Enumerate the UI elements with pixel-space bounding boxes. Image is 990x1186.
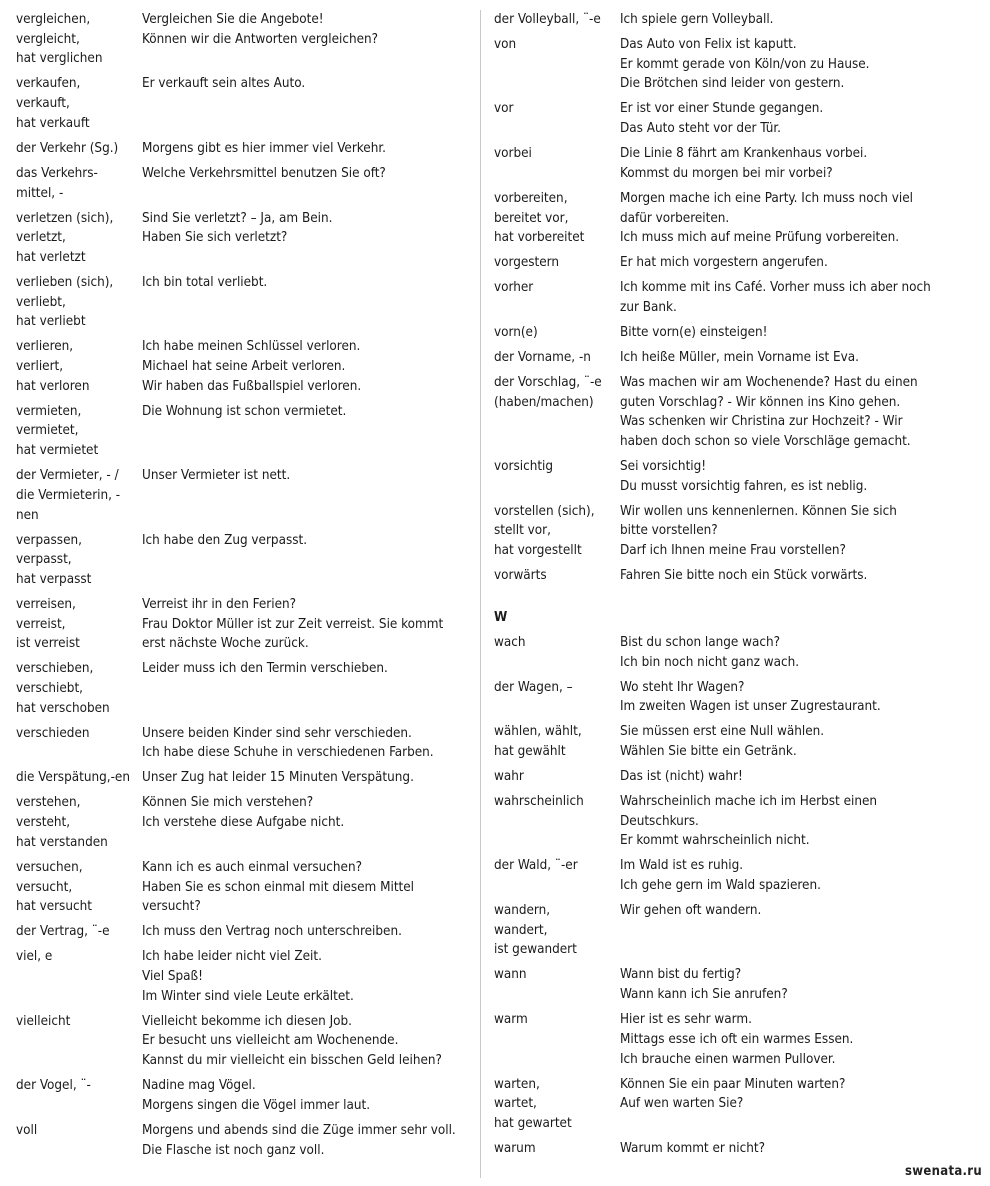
dictionary-entry <box>494 1139 964 1159</box>
entry-examples: Leider muss ich den Termin verschieben. <box>142 661 388 677</box>
entry-examples: Sei vorsichtig! Du musst vorsichtig fahren, es ist neblig. <box>620 459 868 494</box>
entry-examples: Verreist ihr in den Ferien? Frau Doktor Müller ist zur Zeit verreist. Sie kommt erst nächste Woche zurück. <box>142 596 444 652</box>
right-column <box>494 10 964 1164</box>
entry-examples: Im Wald ist es ruhig. Ich gehe gern im Wald spazieren. <box>620 858 821 894</box>
entry-examples: Vielleicht bekomme ich diesen Job. Er besucht uns vielleicht am Wochenende. Kannst du mir vielleicht ein bisschen Geld leihen? <box>142 1013 442 1069</box>
dictionary-entry <box>494 373 964 452</box>
dictionary-entry <box>494 348 964 368</box>
dictionary-entry <box>16 858 472 917</box>
entry-term: vorgestern <box>494 255 560 271</box>
entry-term: wach <box>494 634 526 650</box>
entry-examples: Fahren Sie bitte noch ein Stück vorwärts. <box>620 568 868 584</box>
section-heading: W <box>494 609 508 625</box>
dictionary-entry <box>16 724 472 763</box>
entry-term: vorbereiten, bereitet vor, hat vorbereitet <box>494 190 585 246</box>
entry-term: das Verkehrs- mittel, - <box>16 165 98 201</box>
entry-examples: Können Sie mich verstehen? Ich verstehe diese Aufgabe nicht. <box>142 795 345 831</box>
entry-term: der Vermieter, - / die Vermieterin, -nen <box>16 468 121 523</box>
entry-examples: Das Auto von Felix ist kaputt. Er kommt gerade von Köln/von zu Hause. Die Brötchen sind leider von gestern. <box>620 37 870 92</box>
dictionary-entry <box>494 678 964 717</box>
dictionary-entry <box>16 659 472 718</box>
entry-examples: Wahrscheinlich mache ich im Herbst einen Deutschkurs. Er kommt wahrscheinlich nicht. <box>620 793 878 849</box>
dictionary-entry <box>16 793 472 852</box>
entry-examples: Ich habe den Zug verpasst. <box>142 532 308 548</box>
entry-term: versuchen, versucht, hat versucht <box>16 859 92 915</box>
left-column <box>16 10 472 1166</box>
entry-term: der Vorname, -n <box>494 349 591 365</box>
entry-examples: Er verkauft sein altes Auto. <box>142 76 306 92</box>
entry-examples: Bitte vorn(e) einsteigen! <box>620 324 768 340</box>
dictionary-entry <box>494 633 964 672</box>
entry-term: der Volleyball, ¨-e <box>494 12 601 27</box>
entry-term: der Verkehr (Sg.) <box>16 140 119 156</box>
entry-term: die Verspätung,-en <box>16 770 130 786</box>
dictionary-entry <box>494 1010 964 1069</box>
entry-term: der Vertrag, ¨-e <box>16 924 110 940</box>
entry-examples: Sie müssen erst eine Null wählen. Wählen Sie bitte ein Getränk. <box>620 724 825 759</box>
column-divider <box>480 10 481 1178</box>
entry-term: verletzen (sich), verletzt, hat verletzt <box>16 210 114 265</box>
entry-examples: Ich bin total verliebt. <box>142 274 268 290</box>
watermark: swenata.ru <box>905 1164 982 1180</box>
entry-examples: Hier ist es sehr warm. Mittags esse ich oft ein warmes Essen. Ich brauche einen warmen Pullover. <box>620 1012 854 1067</box>
entry-term: vorwärts <box>494 568 547 584</box>
entry-term: wahr <box>494 768 524 784</box>
dictionary-entry <box>494 253 964 273</box>
entry-examples: Warum kommt er nicht? <box>620 1140 766 1156</box>
dictionary-entry <box>494 323 964 343</box>
dictionary-entry <box>494 856 964 895</box>
dictionary-entry <box>16 1076 472 1115</box>
entry-term: der Wald, ¨-er <box>494 858 578 874</box>
dictionary-entry <box>494 722 964 761</box>
dictionary-entry <box>494 767 964 787</box>
entry-examples: Nadine mag Vögel. Morgens singen die Vögel immer laut. <box>142 1078 371 1113</box>
entry-term: verlieben (sich), verliebt, hat verliebt <box>16 274 114 330</box>
dictionary-entry <box>16 209 472 268</box>
dictionary-entry <box>494 502 964 561</box>
entry-examples: Unsere beiden Kinder sind sehr verschieden. Ich habe diese Schuhe in verschiedenen Farben. <box>142 725 434 761</box>
entry-examples: Was machen wir am Wochenende? Hast du einen guten Vorschlag? - Wir können ins Kino gehen. Was schenken wir Christina zur Hochzeit? - Wir haben doch schon so viele Vorschläge gemacht. <box>620 374 918 450</box>
entry-examples: Unser Zug hat leider 15 Minuten Verspätung. <box>142 770 414 786</box>
entry-term: vorher <box>494 280 534 296</box>
dictionary-entry <box>16 947 472 1006</box>
entry-examples: Welche Verkehrsmittel benutzen Sie oft? <box>142 165 386 181</box>
dictionary-entry <box>494 99 964 138</box>
dictionary-entry <box>494 278 964 317</box>
dictionary-entry <box>16 74 472 133</box>
entry-term: verstehen, versteht, hat verstanden <box>16 795 108 850</box>
dictionary-entry <box>16 922 472 942</box>
dictionary-entry <box>494 144 964 183</box>
entry-examples: Die Wohnung ist schon vermietet. <box>142 403 347 419</box>
dictionary-entry <box>16 1121 472 1160</box>
entry-term: verpassen, verpasst, hat verpasst <box>16 532 92 587</box>
section-v-entries <box>494 10 964 586</box>
entry-term: vielleicht <box>16 1013 71 1029</box>
entry-examples: Wann bist du fertig? Wann kann ich Sie anrufen? <box>620 967 788 1003</box>
entry-term: vorbei <box>494 146 532 162</box>
entry-examples: Unser Vermieter ist nett. <box>142 468 291 484</box>
section-w-entries <box>494 633 964 1159</box>
entry-term: von <box>494 37 517 52</box>
entry-term: viel, e <box>16 949 53 965</box>
entry-examples: Ich heiße Müller, mein Vorname ist Eva. <box>620 349 859 365</box>
entry-examples: Ich muss den Vertrag noch unterschreiben. <box>142 924 402 940</box>
entry-examples: Morgen mache ich eine Party. Ich muss noch viel dafür vorbereiten. Ich muss mich auf meine Prüfung vorbereiten. <box>620 190 913 246</box>
entry-term: vermieten, vermietet, hat vermietet <box>16 403 99 459</box>
entry-term: warum <box>494 1140 536 1156</box>
dictionary-entry <box>16 402 472 461</box>
dictionary-entry <box>494 792 964 851</box>
entry-examples: Wo steht Ihr Wagen? Im zweiten Wagen ist unser Zugrestaurant. <box>620 679 881 715</box>
entry-examples: Können Sie ein paar Minuten warten? Auf wen warten Sie? <box>620 1076 846 1112</box>
entry-term: der Wagen, – <box>494 679 573 695</box>
entry-examples: Bist du schon lange wach? Ich bin noch nicht ganz wach. <box>620 634 800 670</box>
entry-term: vorn(e) <box>494 324 538 340</box>
dictionary-entry <box>16 164 472 203</box>
entry-examples: Wir wollen uns kennenlernen. Können Sie sich bitte vorstellen? Darf ich Ihnen meine Frau vorstellen? <box>620 503 897 559</box>
entry-term: verschieben, verschiebt, hat verschoben <box>16 661 110 716</box>
dictionary-entry <box>494 10 964 30</box>
dictionary-entry <box>16 10 472 69</box>
dictionary-entry <box>16 337 472 396</box>
entry-term: warten, wartet, hat gewartet <box>494 1076 572 1131</box>
entry-examples: Ich habe leider nicht viel Zeit. Viel Spaß! Im Winter sind viele Leute erkältet. <box>142 949 354 1004</box>
entry-term: der Vorschlag, ¨-e (haben/machen) <box>494 374 602 410</box>
entry-examples: Das ist (nicht) wahr! <box>620 768 743 784</box>
dictionary-entry <box>16 273 472 332</box>
entry-examples: Er ist vor einer Stunde gegangen. Das Auto steht vor der Tür. <box>620 101 824 137</box>
entry-term: verlieren, verliert, hat verloren <box>16 339 90 394</box>
entry-examples: Morgens und abends sind die Züge immer sehr voll. Die Flasche ist noch ganz voll. <box>142 1122 456 1158</box>
entry-examples: Sind Sie verletzt? – Ja, am Bein. Haben Sie sich verletzt? <box>142 210 333 246</box>
entry-examples: Ich spiele gern Volleyball. <box>620 12 774 27</box>
entry-term: verschieden <box>16 725 90 741</box>
dictionary-entry <box>494 566 964 586</box>
entry-term: vergleichen, vergleicht, hat verglichen <box>16 12 103 67</box>
dictionary-entry <box>494 189 964 248</box>
dictionary-entry <box>16 595 472 654</box>
dictionary-entry <box>494 965 964 1004</box>
entry-examples: Ich komme mit ins Café. Vorher muss ich aber noch zur Bank. <box>620 280 931 315</box>
dictionary-entry <box>16 768 472 788</box>
dictionary-entry <box>16 1012 472 1071</box>
entry-term: voll <box>16 1122 38 1138</box>
entry-term: wahrscheinlich <box>494 793 584 809</box>
entry-term: der Vogel, ¨- <box>16 1078 91 1094</box>
entry-examples: Morgens gibt es hier immer viel Verkehr. <box>142 140 386 156</box>
entry-term: wählen, wählt, hat gewählt <box>494 724 582 759</box>
entry-examples: Kann ich es auch einmal versuchen? Haben Sie es schon einmal mit diesem Mittel versucht? <box>142 859 415 915</box>
entry-term: vorstellen (sich), stellt vor, hat vorgestellt <box>494 503 595 559</box>
dictionary-entry <box>494 457 964 496</box>
dictionary-entry <box>16 466 472 525</box>
entry-examples: Er hat mich vorgestern angerufen. <box>620 255 828 271</box>
entry-examples: Vergleichen Sie die Angebote! Können wir die Antworten vergleichen? <box>142 12 379 47</box>
entry-term: verkaufen, verkauft, hat verkauft <box>16 76 90 131</box>
entry-term: verreisen, verreist, ist verreist <box>16 596 80 652</box>
dictionary-entry <box>16 531 472 590</box>
entry-term: wann <box>494 967 527 983</box>
dictionary-entry <box>16 139 472 159</box>
dictionary-entry <box>494 901 964 960</box>
entry-term: vorsichtig <box>494 459 554 475</box>
entry-examples: Wir gehen oft wandern. <box>620 903 762 919</box>
dictionary-entry <box>494 35 964 94</box>
entry-examples: Die Linie 8 fährt am Krankenhaus vorbei. Kommst du morgen bei mir vorbei? <box>620 146 868 181</box>
entry-term: wandern, wandert, ist gewandert <box>494 903 577 958</box>
entry-examples: Ich habe meinen Schlüssel verloren. Michael hat seine Arbeit verloren. Wir haben das Fußballspiel verloren. <box>142 339 362 394</box>
entry-term: vor <box>494 101 514 117</box>
dictionary-entry <box>494 1075 964 1134</box>
entry-term: warm <box>494 1012 528 1028</box>
